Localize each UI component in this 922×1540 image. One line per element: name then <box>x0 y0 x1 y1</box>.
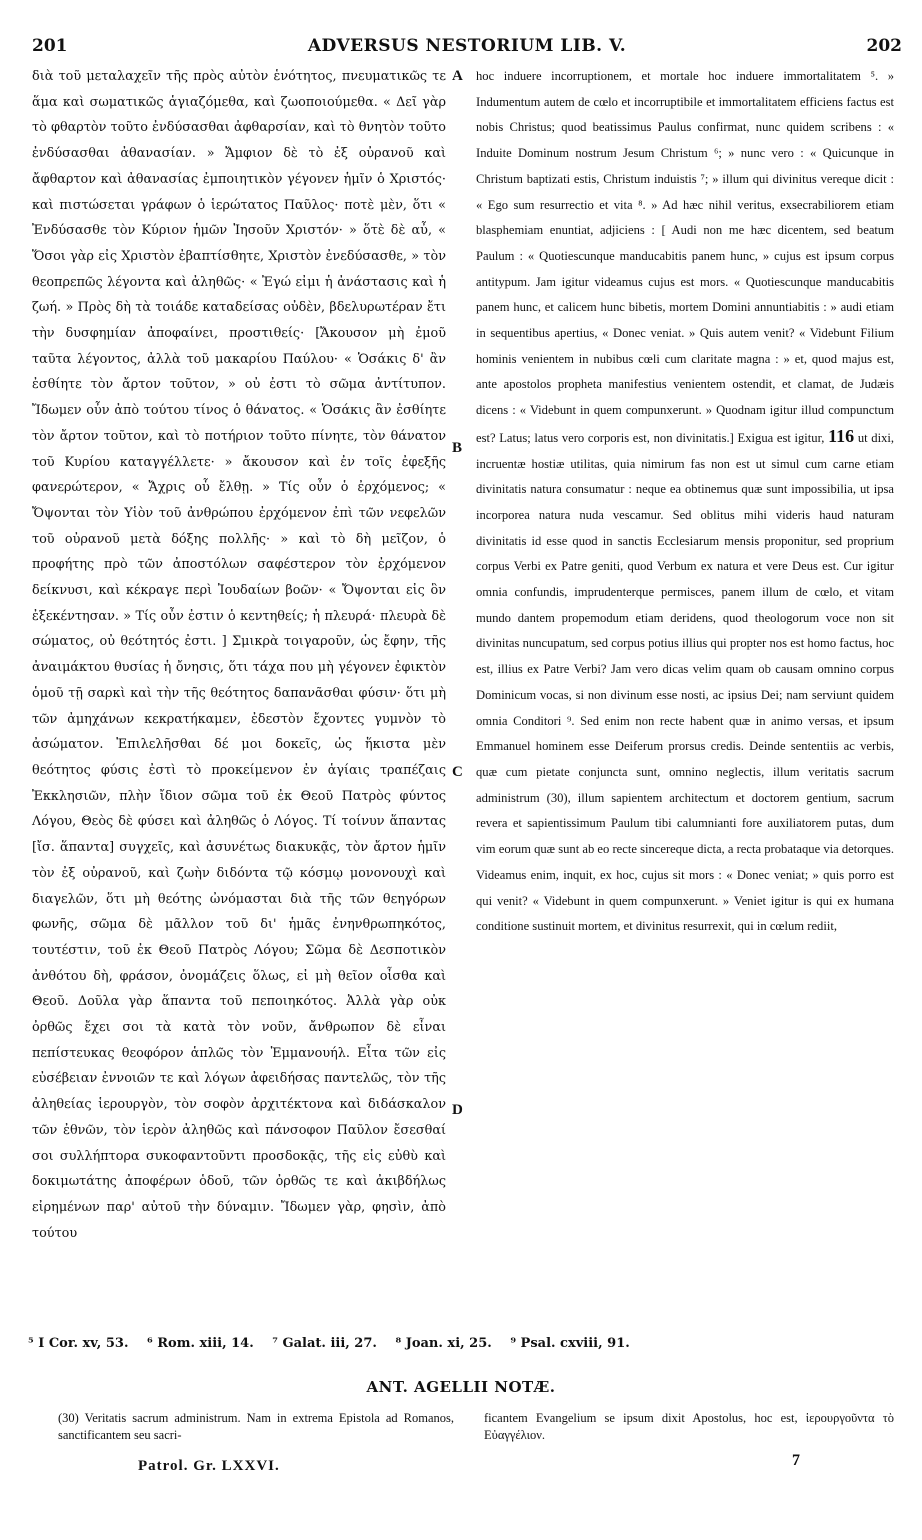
footnote: ⁵ I Cor. xv, 53. <box>28 1336 129 1351</box>
footnote: ⁷ Galat. iii, 27. <box>272 1336 377 1351</box>
notes-title: ANT. AGELLII NOTÆ. <box>366 1378 556 1396</box>
latin-column <box>476 64 894 940</box>
note-text-right: ficantem Evangelium se ipsum dixit Apostolus, hoc est, ἱερουργοῦντα τὸ Εὐαγγέλιον. <box>484 1411 894 1442</box>
notes-right-column <box>484 1410 894 1444</box>
latin-text-part1: hoc induere incorruptionem, et mortale hoc induere immortalitatem ⁵. » Indumentum autem de cœlo et incorruptibile et immortalitatem efficiens factus est nobis Christus; quod beatissimus Paulus confirmat, nunc quidem scribens : « Induite Dominum nostrum Jesum Christum ⁶; » nunc vero : « Quicunque in Christum baptizati estis, Christum induistis ⁷; » illum qui divinitus vereque dicit : « Ego sum resurrectio et vita ⁸. » Ad hæc nihil veritus, exsecrabiliorem etiam blasphemiam enuntiat, adjiciens : [ Audi non me hæc dicentem, sed beatum Paulum : « Quotiescunque manducabitis panem hunc, » cujus est ipsum corpus antitypum. Jam igitur videamus cujus est mors. « Quotiescunque manducabitis panem hunc, et calicem hunc bibetis, mortem Domini annuntiabitis : » audi etiam in sequentibus apertius, « Donec veniat. » Quis autem venit? « Videbunt Filium hominis venientem in nubibus cœli cum claritate magna : » et, quod majus est, ante apostolos propheta manifestius venientem ostendit, et clamat, de Judæis dicens : « Videbunt in quem compunxerunt. » Quodnam igitur illud compunctum est? Latus; latus vero corporis est, non divinitatis.] Exigua est igitur, <box>476 69 894 445</box>
latin-text <box>476 64 894 940</box>
notes-left-column <box>58 1410 454 1444</box>
footnote: ⁶ Rom. xiii, 14. <box>147 1336 254 1351</box>
signature-mark: Patrol. Gr. LXXVI. <box>138 1458 280 1474</box>
greek-column <box>32 64 446 1246</box>
left-page-number: 201 <box>32 36 68 56</box>
note-text-left: (30) Veritatis sacrum administrum. Nam in extrema Epistola ad Romanos, sanctificantem seu sacri- <box>58 1411 454 1442</box>
latin-text-part2: ut dixi, incruentæ hostiæ utilitas, quia nimirum fas non est ut simul cum carne etiam divinitatis natura consumatur : neque ea obtinemus quæ sunt impossibilia, ut ipsa incorporea natura nuda vescamur. Sed oblitus mihi videris haud naturam divinitatis id esse quod in sanctis Ecclesiarum mensis proponitur, sed proprium corpus Verbi ex Patre geniti, quod Verbum ex natura et vere Deus est. Cur igitur omnia confundis, imprudenterque permisces, panem illum de cœlo, et vitam mundo dantem propemodum etiam deridens, quod theologorum voce non sit divinitas nuncupatum, sed corpus potius illius qui propter nos est homo factus, hoc est, illius ex Patre Verbi? Jam vero dicas velim quam ob causam omnino corpus Dominicum vocas, si non divinum esse nosti, ac ipsius Dei; nam serviunt quidem omnia Conditori ⁹. Sed enim non recte habent quæ in animo versas, et ipsum Emmanuel hominem esse Deiferum prorsus credis. Deinde sententiis ac verbis, quæ cum pietate conjuncta sunt, omnino neglectis, illum veritatis sacrum administrum (30), illum sapientem architectum et doctorem gentium, sacrum revera et sapientissimum Paulum tibi calumnianti fore auxiliatorem putas, dum vim eorum quæ sunt ab eo recte sincereque dicta, a recta probataque via detorques. Videamus enim, inquit, ex hoc, cujus sit mors : « Donec veniat; » quis porro est qui venit? « Videbunt in quem compunxerunt. » Veniet igitur is qui ex humana conditione sustinuit mortem, et divinitus resurrexit, qui in cœlum rediit, <box>476 430 895 934</box>
column-number: 116 <box>828 425 855 446</box>
section-marker-c: C <box>452 764 463 780</box>
running-title: ADVERSUS NESTORIUM LIB. V. <box>307 36 627 56</box>
section-marker-a: A <box>452 68 463 84</box>
running-header <box>32 36 902 60</box>
section-marker-b: B <box>452 440 463 456</box>
greek-text: διὰ τοῦ μεταλαχεῖν τῆς πρὸς αὐτὸν ἑνότητος, πνευματικῶς τε ἅμα καὶ σωματικῶς ἁγιαζόμεθα, καὶ ζωοποιούμεθα. « Δεῖ γὰρ τὸ φθαρτὸν τοῦτο ἐνδύσασθαι ἀφθαρσίαν, καὶ τὸ θνητὸν τοῦτο ἐνδύσασθαι ἀθανασίαν. » Ἄμφιον δὲ τὸ ἐξ οὐρανοῦ καὶ ἄφθαρτον καὶ ἀθανασίας ἐμποιητικὸν γέγονεν ἡμῖν ὁ Χριστός· καὶ πιστώσεται γράφων ὁ ἱερώτατος Παῦλος· ποτὲ μὲν, ὅτι « Ἐνδύσασθε τὸν Κύριον ἡμῶν Ἰησοῦν Χριστόν· » ὅτὲ δὲ αὖ, « Ὅσοι γὰρ εἰς Χριστὸν ἐβαπτίσθητε, Χριστὸν ἐνεδύσασθε, » τὸν θεοπρεπῶς λέγοντα καὶ ἀληθῶς· « Ἐγώ εἰμι ἡ ἀνάστασις καὶ ἡ ζωή. » Πρὸς δὴ τὰ τοιάδε καταδείσας οὐδὲν, βδελυρωτέραν ἔτι τὴν δυσφημίαν ἀποφαίνει, προστιθείς· [Ἄκουσον μὴ ἐμοῦ ταῦτα λέγοντος, ἀλλὰ τοῦ μακαρίου Παύλου· « Ὁσάκις δ' ἂν ἐσθίητε τὸν ἄρτον τοῦτον, » οὐ ἐστι τὸ σῶμα ἀντίτυπον. Ἴδωμεν οὖν ἀπὸ τούτου τίνος ὁ θάνατος. « Ὁσάκις ἂν ἐσθίητε τὸν ἄρτον τοῦτον, καὶ τὸ ποτήριον τοῦτο πίνητε, τὸν θάνατον τοῦ Κυρίου καταγγέλλετε· » ἄκουσον καὶ ἐν τοῖς ἐφεξῆς φανερώτερον, « Ἄχρις οὗ ἔλθῃ. » Τίς οὖν ὁ ἐρχόμενος; « Ὄψονται τὸν Υἱὸν τοῦ ἀνθρώπου ἐρχόμενον ἐπὶ τῶν νεφελῶν τοῦ οὐρανοῦ μετὰ δόξης πολλῆς· » καὶ τὸ δὴ μεῖζον, ὁ προφήτης πρὸ τῶν ἀποστόλων σαφέστερον τὸν ἐρχόμενον δείκνυσι, καὶ κέκραγε περὶ Ἰουδαίων βοῶν· « Ὄψονται εἰς ὃν ἐξεκέντησαν. » Τίς οὖν ἐστιν ὁ κεντηθείς; ἡ πλευρά· πλευρὰ δὲ σώματος, οὐ θεότητός ἐστι. ] Σμικρὰ τοιγαροῦν, ὡς ἔφην, τῆς ἀναιμάκτου θυσίας ἡ ὄνησις, ὅτι τάχα που μὴ γέγονεν ἐφικτὸν ὁμοῦ τῇ σαρκὶ καὶ τὴν τῆς θεότητος δαπανᾶσθαι φύσιν· ὅτι μὴ τῶν ἀμηχάνων κεκρατήκαμεν, ἐδεστὸν ἔχοντες γυμνὸν τὸ ἀσώματον. Ἐπιλελῆσθαι δέ μοι δοκεῖς, ὡς ἥκιστα μὲν θεότητος φύσις ἐστὶ τὸ προκείμενον ἐν ἁγίαις τραπέζαις Ἐκκλησιῶν, πλὴν ἴδιον σῶμα τοῦ ἐκ Θεοῦ Πατρὸς φύντος Λόγου, Θεὸς δὲ φύσει καὶ ἀληθῶς ὁ Λόγος. Τί τοίνυν ἅπαντας [ἴσ. ἅπαντα] συγχεῖς, καὶ ἀσυνέτως διακυκᾷς, τὸν ἄρτον ἡμῖν τὸν ἐξ οὐρανοῦ, καὶ ζωὴν διδόντα τῷ κόσμῳ μονονουχὶ καὶ διαγελῶν, ὅτι μὴ θεότης ὠνόμασται διὰ τῆς τῶν θεηγόρων φωνῆς, σῶμα δὲ μᾶλλον τοῦ δι' ἡμᾶς ἐνηνθρωπηκότος, τουτέστιν, τοῦ ἐκ Θεοῦ Πατρὸς Λόγου; Σῶμα δὲ Δεσποτικὸν ἀνθότου δὴ, φράσον, ὀνομάζεις ὅλως, εἰ μὴ θεῖον οἶσθα καὶ Θεοῦ. Δοῦλα γὰρ ἅπαντα τοῦ πεποιηκότος. Ἀλλὰ γὰρ οὐκ ὀρθῶς ἔχει σοι τὰ κατὰ τὸν νοῦν, ἄνθρωπον δὲ εἶναι πεπίστευκας θεοφόρον ἁπλῶς τὸν Ἐμμανουήλ. Εἶτα τῶν εἰς εὐσέβειαν ἐννοιῶν τε καὶ λόγων ἀφειδήσας παντελῶς, τὸν τῆς ἀληθείας ἱερουργὸν, τὸν σοφὸν ἀρχιτέκτονα καὶ διδάσκαλον τῶν ἐθνῶν, τὸν ἱερὸν ἀληθῶς καὶ πάνσοφον Παῦλον ἔσεσθαί σοι συλλήπτορα συκοφαντοῦντι προσδοκᾷς, τῆς εἰς εὐθὺ καὶ δοκιμωτάτης ἀποφέρων ὁδοῦ, τῶν ὀρθῶς τε καὶ ἀκιβδήλως εἰρημένων παρ' αὐτοῦ τὴν δύναμιν. Ἴδωμεν γὰρ, φησὶν, ἀπὸ τούτου <box>32 69 446 1241</box>
footnote: ⁹ Psal. cxviii, 91. <box>510 1336 630 1351</box>
signature-number: 7 <box>792 1452 800 1469</box>
footnotes <box>28 1336 908 1351</box>
footnote: ⁸ Joan. xi, 25. <box>395 1336 492 1351</box>
right-page-number: 202 <box>866 36 902 56</box>
section-marker-d: D <box>452 1102 463 1118</box>
